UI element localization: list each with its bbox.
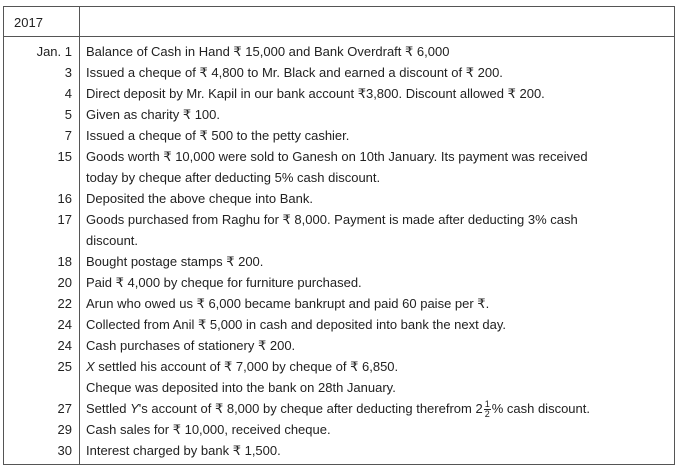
date-cell: 17 <box>57 212 72 227</box>
transaction-text-x-rest: settled his account of ₹ 7,000 by cheque of ₹ 6,850. <box>94 359 399 374</box>
date-cell: 24 <box>57 317 72 332</box>
date-cell: Jan. 1 <box>36 44 72 59</box>
date-cell: 5 <box>64 107 72 122</box>
transaction-text: Bought postage stamps ₹ 200. <box>86 254 264 269</box>
date-cell: 4 <box>64 86 72 101</box>
transaction-text: Given as charity ₹ 100. <box>86 107 220 122</box>
transaction-text: discount. <box>86 233 139 248</box>
text-post: % cash discount. <box>491 401 590 416</box>
fraction-numerator: 1 <box>484 399 490 410</box>
transaction-text: Arun who owed us ₹ 6,000 became bankrupt and paid 60 paise per ₹. <box>86 296 490 311</box>
date-cell: 16 <box>57 191 72 206</box>
transaction-text: Cash purchases of stationery ₹ 200. <box>86 338 296 353</box>
transaction-text: Deposited the above cheque into Bank. <box>86 191 313 206</box>
date-cell: 24 <box>57 338 72 353</box>
text-mid: 's account of ₹ 8,000 by cheque after deducting therefrom 2 <box>138 401 483 416</box>
date-cell: 20 <box>57 275 72 290</box>
date-cell: 30 <box>57 443 72 458</box>
transaction-text: Balance of Cash in Hand ₹ 15,000 and Bank Overdraft ₹ 6,000 <box>86 44 450 59</box>
date-cell: 25 <box>57 359 72 374</box>
date-cell: 15 <box>57 149 72 164</box>
text-pre: Settled <box>86 401 131 416</box>
date-cell: 3 <box>64 65 72 80</box>
date-cell <box>10 377 72 398</box>
transactions-table <box>3 6 675 465</box>
date-cell <box>10 230 72 251</box>
particulars-column <box>80 37 675 465</box>
transaction-text: Cheque was deposited into the bank on 28th January. <box>86 380 396 395</box>
year-cell: 2017 <box>4 7 80 37</box>
table-header-row <box>4 7 675 37</box>
transaction-text: Goods worth ₹ 10,000 were sold to Ganesh on 10th January. Its payment was received <box>86 149 588 164</box>
date-cell: 18 <box>57 254 72 269</box>
date-cell: 27 <box>57 401 72 416</box>
table-body-row <box>4 37 675 465</box>
transaction-text: Goods purchased from Raghu for ₹ 8,000. Payment is made after deducting 3% cash <box>86 212 578 227</box>
transaction-text: Cash sales for ₹ 10,000, received cheque. <box>86 422 331 437</box>
fraction-denominator: 2 <box>484 409 490 420</box>
date-cell: 29 <box>57 422 72 437</box>
date-cell: 7 <box>64 128 72 143</box>
party-x: X <box>86 359 95 374</box>
transaction-text-y <box>86 398 668 419</box>
half-fraction <box>484 400 491 419</box>
dates-column <box>4 37 80 465</box>
transaction-text: Issued a cheque of ₹ 500 to the petty cashier. <box>86 128 350 143</box>
transaction-text: Direct deposit by Mr. Kapil in our bank account ₹3,800. Discount allowed ₹ 200. <box>86 86 545 101</box>
transaction-text: Collected from Anil ₹ 5,000 in cash and deposited into bank the next day. <box>86 317 506 332</box>
header-blank-cell <box>80 7 675 37</box>
transaction-text: today by cheque after deducting 5% cash discount. <box>86 170 381 185</box>
transaction-text: Paid ₹ 4,000 by cheque for furniture purchased. <box>86 275 362 290</box>
transaction-text: Issued a cheque of ₹ 4,800 to Mr. Black and earned a discount of ₹ 200. <box>86 65 503 80</box>
party-y: Y <box>130 401 139 416</box>
transaction-text: Interest charged by bank ₹ 1,500. <box>86 443 281 458</box>
date-cell <box>10 167 72 188</box>
transaction-text-x <box>86 356 668 377</box>
date-cell: 22 <box>57 296 72 311</box>
